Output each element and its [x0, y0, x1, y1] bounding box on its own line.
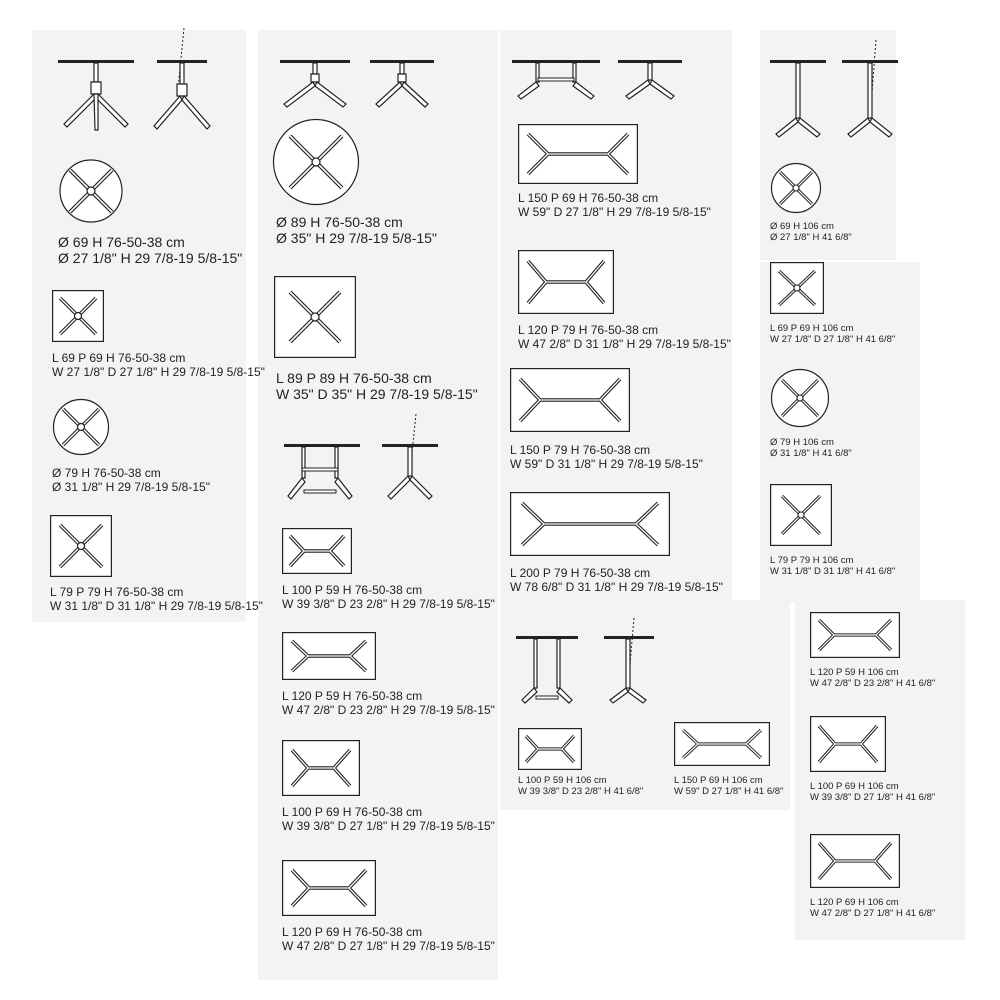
rect-table-plan — [518, 728, 582, 770]
spec-metric: L 69 P 69 H 76-50-38 cm — [52, 351, 186, 365]
rect-table-plan — [810, 716, 886, 772]
round-table-plan — [770, 368, 830, 428]
spec-block — [510, 444, 703, 472]
spec-block — [810, 782, 935, 804]
rect-table-plan — [810, 834, 900, 888]
spec-imperial: W 39 3/8" D 23 2/8" H 29 7/8-19 5/8-15" — [282, 596, 495, 611]
spec-imperial: W 47 2/8" D 27 1/8" H 41 6/8" — [810, 907, 936, 919]
spec-imperial: W 31 1/8" D 31 1/8" H 29 7/8-19 5/8-15" — [50, 598, 263, 613]
spec-block — [52, 467, 210, 495]
spec-block — [770, 438, 852, 460]
round-table-plan — [52, 398, 110, 456]
rect-table-plan — [674, 722, 770, 766]
spec-imperial: W 47 2/8" D 27 1/8" H 29 7/8-19 5/8-15" — [282, 938, 495, 953]
spec-metric: L 150 P 69 H 106 cm — [674, 775, 763, 786]
square-table-plan — [274, 276, 356, 358]
spec-metric: L 89 P 89 H 76-50-38 cm — [276, 370, 432, 386]
round-table-plan — [770, 162, 822, 214]
spec-imperial: W 39 3/8" D 23 2/8" H 41 6/8" — [518, 785, 644, 797]
bar-table-tilt-view — [842, 40, 898, 140]
spec-metric: L 79 P 79 H 106 cm — [770, 555, 854, 566]
table-double-leg-side-view — [512, 60, 600, 102]
spec-block — [810, 898, 935, 920]
spec-metric: L 69 P 69 H 106 cm — [770, 323, 854, 334]
square-table-plan — [770, 262, 824, 314]
spec-block — [518, 776, 643, 798]
spec-imperial: W 27 1/8" D 27 1/8" H 41 6/8" — [770, 333, 896, 345]
spec-imperial: W 47 2/8" D 23 2/8" H 41 6/8" — [810, 677, 936, 689]
spec-metric: L 120 P 69 H 76-50-38 cm — [282, 925, 423, 939]
spec-metric: L 100 P 59 H 76-50-38 cm — [282, 583, 423, 597]
spec-imperial: W 39 3/8" D 27 1/8" H 41 6/8" — [810, 791, 936, 803]
spec-metric: Ø 69 H 76-50-38 cm — [58, 234, 185, 250]
rect-table-plan — [282, 740, 360, 796]
spec-metric: L 100 P 69 H 76-50-38 cm — [282, 805, 423, 819]
spec-metric: L 150 P 69 H 76-50-38 cm — [518, 191, 659, 205]
spec-block — [518, 192, 711, 220]
spec-imperial: Ø 27 1/8" H 29 7/8-19 5/8-15" — [58, 250, 243, 267]
spec-imperial: Ø 31 1/8" H 29 7/8-19 5/8-15" — [52, 479, 210, 494]
table-side-view — [58, 60, 134, 132]
rect-table-plan — [282, 632, 376, 680]
spec-imperial: W 35" D 35" H 29 7/8-19 5/8-15" — [276, 386, 478, 403]
spec-metric: L 120 P 69 H 106 cm — [810, 897, 899, 908]
rect-table-plan — [518, 250, 614, 314]
spec-imperial: W 59" D 27 1/8" H 41 6/8" — [674, 785, 784, 797]
table-side-view — [280, 60, 350, 110]
spec-block — [58, 234, 242, 266]
spec-block — [510, 567, 723, 595]
spec-imperial: W 78 6/8" D 31 1/8" H 29 7/8-19 5/8-15" — [510, 579, 723, 594]
rect-table-plan — [282, 860, 376, 916]
round-table-plan — [272, 118, 360, 206]
bar-table-double-leg-side-view — [516, 636, 578, 706]
spec-metric: Ø 69 H 106 cm — [770, 221, 834, 232]
spec-block — [810, 668, 935, 690]
spec-block — [770, 222, 852, 244]
table-tilt-view — [152, 28, 212, 132]
spec-metric: Ø 79 H 106 cm — [770, 437, 834, 448]
spec-imperial: Ø 35" H 29 7/8-19 5/8-15" — [276, 230, 437, 247]
rect-table-plan — [282, 528, 352, 574]
square-table-plan — [52, 290, 104, 342]
spec-block — [518, 324, 731, 352]
spec-metric: Ø 89 H 76-50-38 cm — [276, 214, 403, 230]
spec-block — [282, 806, 495, 834]
table-double-leg-side-view — [284, 444, 360, 502]
spec-imperial: W 31 1/8" D 31 1/8" H 41 6/8" — [770, 565, 896, 577]
spec-block — [276, 370, 478, 402]
rect-table-plan — [810, 612, 900, 658]
spec-imperial: W 59" D 31 1/8" H 29 7/8-19 5/8-15" — [510, 456, 703, 471]
spec-metric: L 200 P 79 H 76-50-38 cm — [510, 566, 651, 580]
spec-block — [50, 586, 263, 614]
square-table-plan — [50, 515, 112, 577]
spec-metric: L 150 P 79 H 76-50-38 cm — [510, 443, 651, 457]
round-table-plan — [58, 158, 124, 224]
table-tilt-view — [382, 414, 438, 502]
spec-imperial: W 47 2/8" D 23 2/8" H 29 7/8-19 5/8-15" — [282, 702, 495, 717]
rect-table-plan — [510, 492, 670, 556]
spec-metric: L 120 P 79 H 76-50-38 cm — [518, 323, 659, 337]
square-table-plan — [770, 484, 832, 546]
spec-imperial: Ø 31 1/8" H 41 6/8" — [770, 447, 852, 459]
rect-table-plan — [518, 124, 638, 184]
spec-block — [674, 776, 783, 798]
spec-imperial: W 27 1/8" D 27 1/8" H 29 7/8-19 5/8-15" — [52, 364, 265, 379]
table-side-view — [370, 60, 434, 110]
spec-imperial: W 59" D 27 1/8" H 29 7/8-19 5/8-15" — [518, 204, 711, 219]
spec-imperial: W 39 3/8" D 27 1/8" H 29 7/8-19 5/8-15" — [282, 818, 495, 833]
rect-table-plan — [510, 368, 630, 432]
spec-imperial: Ø 27 1/8" H 41 6/8" — [770, 231, 852, 243]
spec-block — [282, 926, 495, 954]
spec-metric: Ø 79 H 76-50-38 cm — [52, 466, 161, 480]
spec-metric: L 100 P 69 H 106 cm — [810, 781, 899, 792]
spec-block — [770, 556, 895, 578]
spec-metric: L 79 P 79 H 76-50-38 cm — [50, 585, 184, 599]
spec-block — [770, 324, 895, 346]
table-side-view — [618, 60, 682, 102]
spec-metric: L 100 P 59 H 106 cm — [518, 775, 607, 786]
spec-metric: L 120 P 59 H 106 cm — [810, 667, 899, 678]
bar-table-tilt-view — [604, 618, 654, 706]
spec-block — [52, 352, 265, 380]
spec-block — [282, 690, 495, 718]
spec-imperial: W 47 2/8" D 31 1/8" H 29 7/8-19 5/8-15" — [518, 336, 731, 351]
spec-metric: L 120 P 59 H 76-50-38 cm — [282, 689, 423, 703]
spec-block — [276, 214, 437, 246]
spec-block — [282, 584, 495, 612]
bar-table-side-view — [770, 60, 826, 140]
